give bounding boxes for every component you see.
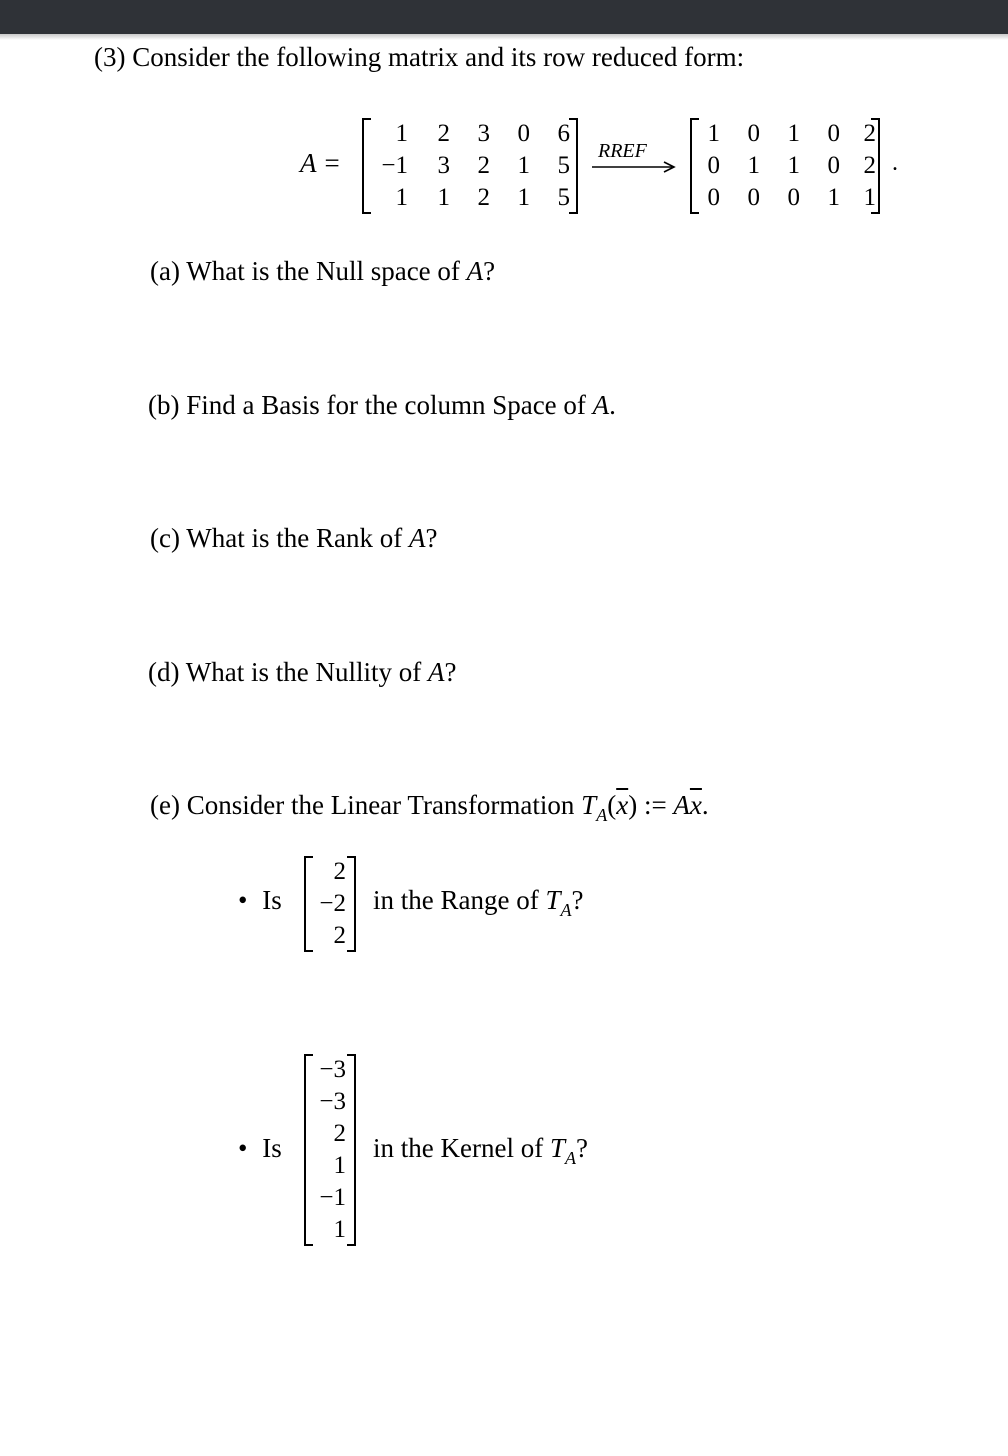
part-b: (b) Find a Basis for the column Space of A.	[148, 390, 616, 420]
matrix-a-cell: 2	[437, 120, 450, 147]
kernel-vector-cell: 1	[333, 1152, 346, 1179]
matrix-rref	[690, 118, 880, 214]
range-vector-cell: 2	[333, 922, 346, 949]
problem-number: (3)	[94, 42, 126, 72]
bullet-2-prefix: • Is	[238, 1133, 282, 1163]
part-b-label: (b)	[148, 390, 180, 420]
range-vector	[304, 856, 356, 952]
matrix-rref-cell: 1	[827, 184, 840, 211]
matrix-a-cell: 1	[395, 184, 408, 211]
matrix-rref-cell: 1	[747, 152, 760, 179]
matrix-rref-cell: 1	[863, 184, 876, 211]
part-c-label: (c)	[150, 523, 180, 553]
range-vector-cell: −2	[319, 890, 346, 917]
bullet-2-question: in the Kernel of $T_A$?	[373, 1133, 588, 1168]
kernel-vector-cell: 1	[333, 1216, 346, 1243]
matrix-rref-cell: 0	[707, 152, 720, 179]
matrix-a-cell: −1	[381, 152, 408, 179]
top-bar-shadow	[0, 34, 1008, 40]
top-bar	[0, 0, 1008, 34]
matrix-a	[362, 118, 578, 214]
matrix-rref-cell: 0	[827, 120, 840, 147]
matrix-a-cell: 1	[517, 152, 530, 179]
bullet-1-question: in the Range of $T_A$?	[373, 885, 584, 920]
matrix-rref-cell: 1	[707, 120, 720, 147]
kernel-vector-cell: 2	[333, 1120, 346, 1147]
matrix-rref-cell: 1	[787, 152, 800, 179]
kernel-vector-cell: −1	[319, 1184, 346, 1211]
part-a: (a) What is the Null space of A?	[150, 256, 496, 286]
problem-statement	[94, 42, 744, 73]
part-c: (c) What is the Rank of A?	[150, 523, 438, 553]
bullet-dot: •	[238, 1133, 248, 1163]
matrix-a-cell: 6	[557, 120, 570, 147]
part-d-label: (d)	[148, 657, 180, 687]
kernel-vector	[304, 1054, 356, 1246]
matrix-rref-cell: 0	[707, 184, 720, 211]
matrix-rref-cell: 0	[747, 184, 760, 211]
matrix-a-cell: 2	[477, 152, 490, 179]
part-d: (d) What is the Nullity of A?	[148, 657, 457, 687]
matrix-rref-cell: 0	[827, 152, 840, 179]
matrix-a-cell: 5	[557, 152, 570, 179]
bullet-dot: •	[238, 885, 248, 915]
matrix-a-cell: 3	[437, 152, 450, 179]
rref-label: RREF	[598, 140, 647, 162]
matrix-a-cell: 1	[395, 120, 408, 147]
part-a-label: (a)	[150, 256, 180, 286]
matrix-rref-cell: 2	[863, 152, 876, 179]
matrix-rref-cell: 2	[863, 120, 876, 147]
matrix-a-cell: 2	[477, 184, 490, 211]
part-e-label: (e)	[150, 790, 180, 820]
matrix-a-cell: 0	[517, 120, 530, 147]
matrix-rref-cell: 1	[787, 120, 800, 147]
kernel-vector-cell: −3	[319, 1056, 346, 1083]
matrix-rref-period: .	[892, 150, 898, 176]
matrix-rref-cell: 0	[747, 120, 760, 147]
matrix-a-cell: 5	[557, 184, 570, 211]
range-vector-cell: 2	[333, 858, 346, 885]
matrix-rref-cell: 0	[787, 184, 800, 211]
kernel-vector-cell: −3	[319, 1088, 346, 1115]
problem-intro: Consider the following matrix and its row reduced form:	[132, 42, 745, 72]
matrix-a-label: A =	[300, 148, 341, 178]
matrix-a-cell: 3	[477, 120, 490, 147]
bullet-1-prefix: • Is	[238, 885, 282, 915]
rref-arrow-icon	[592, 160, 678, 174]
matrix-a-cell: 1	[517, 184, 530, 211]
part-e: (e) Consider the Linear Transformation $T_A(\overline{x})$ := $A\overline{x}$.	[150, 790, 709, 825]
matrix-a-cell: 1	[437, 184, 450, 211]
